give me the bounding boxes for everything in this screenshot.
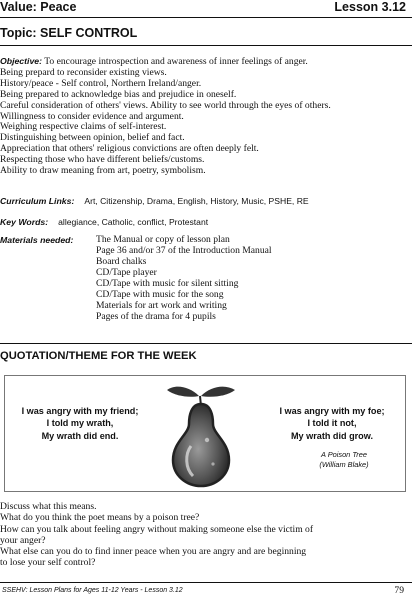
quote-citation (296, 450, 392, 470)
material-item: CD/Tape player (96, 267, 157, 278)
objective-line: History/peace - Self control, Northern Ireland/anger. (0, 77, 202, 89)
material-item: Page 36 and/or 37 of the Introduction Manual (96, 245, 272, 256)
material-item: CD/Tape with music for the song (96, 289, 224, 300)
discussion-line: your anger? (0, 534, 46, 546)
key-words (0, 212, 208, 230)
objective-text: To encourage introspection and awareness of inner feelings of anger. (42, 56, 308, 67)
objective-line: Willingness to consider evidence and argument. (0, 110, 184, 122)
quote-line: I was angry with my foe; (279, 406, 385, 416)
keywords-value: allegiance, Catholic, conflict, Protestant (58, 217, 209, 227)
objective-line: Being prepard to reconsider existing views. (0, 66, 167, 78)
material-item: The Manual or copy of lesson plan (96, 234, 230, 245)
material-item: Materials for art work and writing (96, 300, 227, 311)
quote-left (16, 405, 144, 442)
objective-line: Ability to draw meaning from art, poetry, symbolism. (0, 165, 206, 177)
header-rule (0, 17, 412, 18)
footer-rule (0, 582, 412, 583)
curriculum-links (0, 191, 309, 209)
discussion-block (0, 501, 412, 569)
discussion-line: What else can you do to find inner peace when you are angry and are beginning (0, 546, 307, 558)
keywords-label: Key Words: (0, 217, 49, 227)
objective-line: Careful consideration of others' views. Ability to see world through the eyes of others. (0, 99, 331, 111)
objective-line: Distinguishing between opinion, belief and fact. (0, 132, 185, 144)
curriculum-label: Curriculum Links: (0, 196, 75, 206)
lesson-number: Lesson 3.12 (334, 0, 406, 14)
objective-block (0, 56, 410, 177)
objective-label: Objective: (0, 56, 43, 66)
curriculum-value: Art, Citizenship, Drama, English, History, Music, PSHE, RE (84, 196, 309, 206)
discussion-line: Discuss what this means. (0, 501, 97, 512)
objective-line: Weighing respective claims of self-interest. (0, 121, 167, 133)
objective-line: Respecting those who have different beliefs/customs. (0, 154, 205, 166)
quote-line: I told it not, (307, 418, 357, 429)
material-item: Pages of the drama for 4 pupils (96, 311, 216, 322)
materials-list (96, 234, 272, 322)
value-label: Value: Peace (0, 0, 77, 14)
poem-author: (William Blake) (319, 459, 369, 469)
quote-line: I told my wrath, (46, 418, 114, 429)
topic-rule (0, 45, 412, 46)
material-item: CD/Tape with music for silent sitting (96, 278, 239, 289)
quote-right (262, 405, 402, 442)
topic-title: Topic: SELF CONTROL (0, 26, 138, 40)
material-item: Board chalks (96, 256, 147, 267)
page-number: 79 (394, 585, 404, 596)
materials-label: Materials needed: (0, 235, 74, 245)
quotation-heading: QUOTATION/THEME FOR THE WEEK (0, 350, 197, 362)
discussion-line: What do you think the poet means by a poison tree? (0, 512, 200, 524)
footer-text: SSEHV: Lesson Plans for Ages 11-12 Years - Lesson 3.12 (2, 587, 183, 594)
objective-line: Appreciation that others' religious convictions are often deeply felt. (0, 143, 259, 155)
discussion-line: How can you talk about feeling angry without making someone else the victim of (0, 523, 314, 535)
pear-illustration-icon (161, 380, 241, 488)
objective-line: Being prepared to acknowledge bias and prejudice in oneself. (0, 88, 237, 100)
quotation-rule (0, 343, 412, 344)
quote-line: My wrath did end. (41, 430, 119, 441)
discussion-line: to lose your self control? (0, 557, 96, 569)
poem-title: A Poison Tree (320, 450, 367, 459)
quote-line: I was angry with my friend; (21, 406, 139, 416)
quote-line: My wrath did grow. (290, 430, 373, 441)
